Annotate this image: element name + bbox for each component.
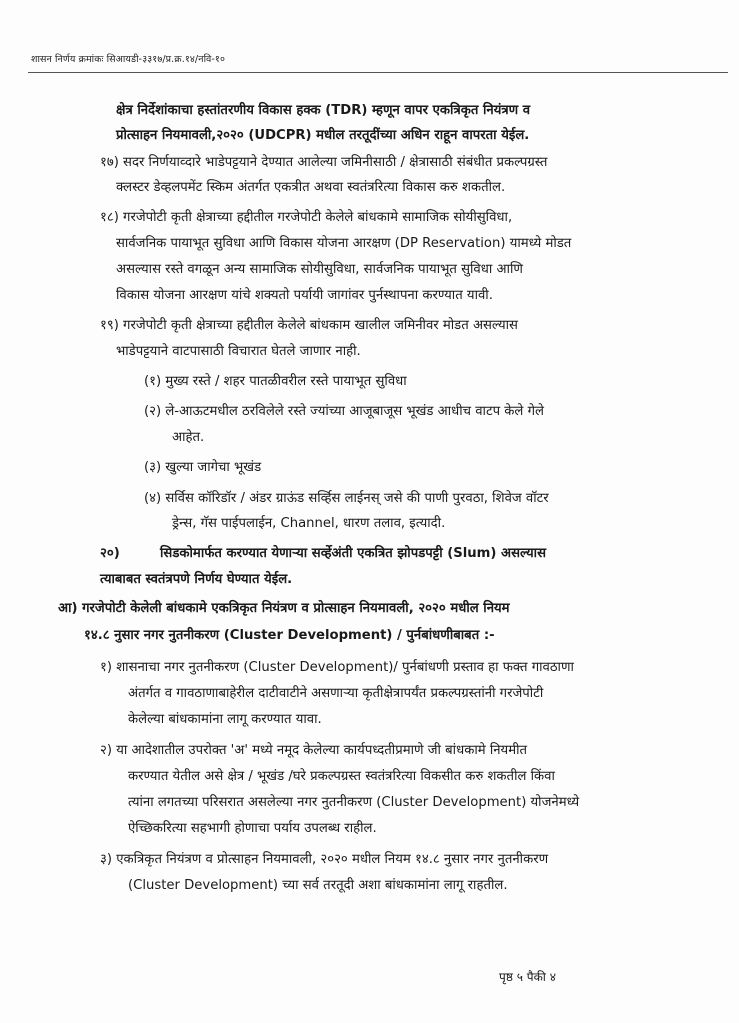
intro-line: प्रोत्साहन नियमावली,२०२० (UDCPR) मधील तरतूदींच्या अधिन राहून वापरता येईल.: [116, 128, 530, 143]
item-20-number: २०): [100, 546, 120, 561]
item-18-line: विकास योजना आरक्षण यांचे शक्यतो पर्यायी जागांवर पुर्नस्थापना करण्यात यावी.: [116, 288, 493, 303]
item-17-line: क्लस्टर डेव्हलपमेंट स्किम अंतर्गत एकत्रीत अथवा स्वतंत्ररित्या विकास करु शकतील.: [116, 180, 506, 195]
section-aa-heading: आ) गरजेपोटी केलेली बांधकामे एकत्रिकृत नियंत्रण व प्रोत्साहन नियमावली, २०२० मधील नियम: [58, 601, 510, 616]
item-18-line: असल्यास रस्ते वगळून अन्य सामाजिक सोयीसुविधा, सार्वजनिक पायाभूत सुविधा आणि: [116, 262, 523, 277]
item-18-line: १८) गरजेपोटी कृती क्षेत्राच्या हद्दीतील गरजेपोटी केलेले बांधकामे सामाजिक सोयीसुविधा,: [100, 210, 513, 225]
item-19-line: भाडेपट्टयाने वाटपासाठी विचारात घेतले जाणार नाही.: [116, 344, 361, 359]
header-divider: [28, 72, 728, 73]
item-18-line: सार्वजनिक पायाभूत सुविधा आणि विकास योजना आरक्षण (DP Reservation) यामध्ये मोडत: [116, 236, 572, 251]
item-19-subitem: (१) मुख्य रस्ते / शहर पातळीवरील रस्ते पायाभूत सुविधा: [144, 374, 407, 389]
aa-item-3-line: (Cluster Development) च्या सर्व तरतूदी अशा बांधकामांना लागू राहतील.: [128, 878, 508, 893]
aa-item-1-line: अंतर्गत व गावठाणाबाहेरील दाटीवाटीने असणाऱ्या कृतीक्षेत्रापर्यंत प्रकल्पग्रस्तांनी गरजेपोटी: [128, 686, 544, 701]
page-number: पृष्ठ ५ पैकी ४: [499, 970, 556, 984]
item-19-subitem: (२) ले-आऊटमधील ठरविलेले रस्ते ज्यांच्या आजूबाजूस भूखंड आधीच वाटप केले गेले: [144, 404, 544, 419]
aa-item-2-line: २) या आदेशातील उपरोक्त 'अ' मध्ये नमूद केलेल्या कार्यपध्दतीप्रमाणे जी बांधकामे नियमीत: [100, 743, 528, 758]
item-19-subitem: (४) सर्विस कॉरिडॉर / अंडर ग्राऊंड सर्व्हिस लाईनस् जसे की पाणी पुरवठा, शिवेज वॉटर: [144, 491, 549, 506]
item-20-line: सिडकोमार्फत करण्यात येणाऱ्या सर्व्हेअंती एकत्रित झोपडपट्टी (Slum) असल्यास: [160, 546, 547, 561]
intro-line: क्षेत्र निर्देशांकाचा हस्तांतरणीय विकास हक्क (TDR) म्हणून वापर एकत्रिकृत नियंत्रण व: [116, 103, 531, 118]
item-20-line: त्याबाबत स्वतंत्रपणे निर्णय घेण्यात येईल.: [100, 572, 293, 587]
aa-item-2-line: ऐच्छिकरित्या सहभागी होणाचा पर्याय उपलब्ध राहील.: [128, 821, 377, 836]
aa-item-2-line: करण्यात येतील असे क्षेत्र / भूखंड /घरे प्रकल्पग्रस्त स्वतंत्ररित्या विकसीत करु शकतील किंवा: [128, 769, 555, 784]
item-19-line: १९) गरजेपोटी कृती क्षेत्राच्या हद्दीतील केलेले बांधकाम खालील जमिनीवर मोडत असल्यास: [100, 318, 518, 333]
item-19-subitem-cont: ड्रेन्स, गॅस पाईपलाईन, Channel, धारण तलाव, इत्यादी.: [172, 516, 446, 531]
aa-item-2-line: त्यांना लगतच्या परिसरात असलेल्या नगर नुतनीकरण (Cluster Development) योजनेमध्ये: [128, 795, 580, 810]
aa-item-1-line: १) शासनाचा नगर नुतनीकरण (Cluster Development)/ पुर्नबांधणी प्रस्ताव हा फक्त गावठाणा: [100, 660, 574, 675]
aa-item-1-line: केलेल्या बांधकामांना लागू करण्यात यावा.: [128, 712, 322, 727]
document-header: शासन निर्णय क्रमांकः सिआयडी-३३१७/प्र.क्र.१४/नवि-१०: [31, 54, 226, 65]
aa-item-3-line: ३) एकत्रिकृत नियंत्रण व प्रोत्साहन नियमावली, २०२० मधील नियम १४.८ नुसार नगर नुतनीकरण: [100, 852, 549, 867]
item-17-line: १७) सदर निर्णयाव्दारे भाडेपट्टयाने देण्यात आलेल्या जमिनीसाठी / क्षेत्रासाठी संबंधीत प्रकल्पग्रस्त: [100, 155, 548, 170]
item-19-subitem: (३) खुल्या जागेचा भूखंड: [144, 460, 262, 475]
item-19-subitem-cont: आहेत.: [172, 430, 205, 445]
section-aa-heading: १४.८ नुसार नगर नुतनीकरण (Cluster Development) / पुर्नबांधणीबाबत :-: [84, 628, 495, 643]
